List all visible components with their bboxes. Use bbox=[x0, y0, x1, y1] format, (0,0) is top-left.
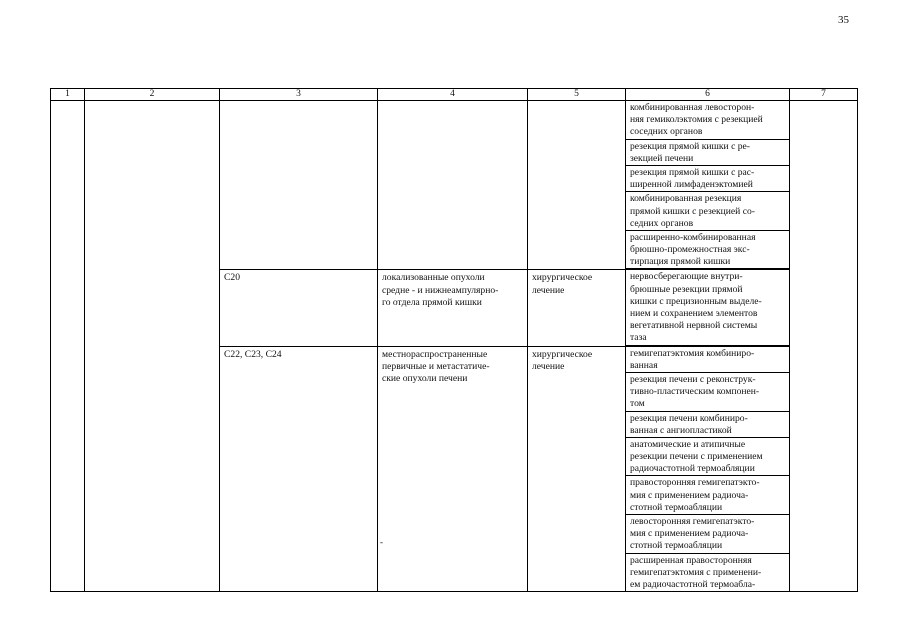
table-cell-empty bbox=[51, 346, 85, 592]
procedure-item bbox=[626, 231, 790, 270]
procedure-line: ширенной лимфаденэктомией bbox=[630, 179, 753, 191]
procedure-list-cell bbox=[626, 346, 790, 592]
diagnosis-code-cell bbox=[220, 101, 378, 270]
procedure-list-cell bbox=[626, 101, 790, 270]
procedure-item bbox=[626, 476, 790, 515]
description-line: го отдела прямой кишки bbox=[382, 296, 482, 308]
procedure-line: мия с применением радиоча- bbox=[630, 489, 749, 501]
procedure-line: седних органов bbox=[630, 217, 694, 229]
table-cell-empty bbox=[85, 346, 220, 592]
diagnosis-code bbox=[224, 103, 373, 115]
table-cell-empty bbox=[85, 101, 220, 270]
procedures-table bbox=[50, 88, 858, 592]
procedure-item bbox=[626, 140, 790, 166]
procedure-list-cell bbox=[626, 270, 790, 346]
table-cell-empty bbox=[85, 270, 220, 346]
procedure-item bbox=[626, 515, 790, 554]
procedure-line: правосторонняя гемигепатэкто- bbox=[630, 477, 760, 489]
table-cell-empty bbox=[51, 101, 85, 270]
table-cell-empty bbox=[790, 346, 858, 592]
procedure-line: гемигепатэктомия комбиниро- bbox=[630, 347, 755, 359]
column-header: 4 bbox=[378, 89, 528, 101]
table-cell-empty bbox=[51, 270, 85, 346]
column-header: 3 bbox=[220, 89, 378, 101]
procedure-line: анатомические и атипичные bbox=[630, 438, 746, 450]
procedure-line: комбинированная резекция bbox=[630, 193, 742, 205]
table-row bbox=[51, 346, 858, 592]
procedure-line: няя гемиколэктомия с резекцией bbox=[630, 114, 763, 126]
procedure-line: нием и сохранением элементов bbox=[630, 308, 758, 319]
treatment-cell bbox=[528, 346, 626, 592]
procedure-line: ванная bbox=[630, 359, 658, 371]
description-cell bbox=[378, 270, 528, 346]
procedure-item bbox=[626, 438, 790, 477]
description-line: локализованные опухоли bbox=[382, 272, 485, 284]
treatment-line: лечение bbox=[532, 360, 565, 372]
procedure-item bbox=[626, 166, 790, 192]
procedure-item bbox=[626, 270, 790, 345]
description-cell bbox=[378, 346, 528, 592]
procedure-line: брюшно-промежностная экс- bbox=[630, 244, 750, 256]
procedure-line: расширенная правосторонняя bbox=[630, 554, 752, 566]
description-line: местнораспространенные bbox=[382, 348, 488, 360]
procedure-item bbox=[626, 412, 790, 438]
procedure-item bbox=[626, 101, 790, 140]
procedure-item bbox=[626, 373, 790, 412]
procedure-line: стотной термоабляции bbox=[630, 501, 723, 513]
procedure-line: резекция печени комбиниро- bbox=[630, 412, 748, 424]
procedure-line: мия с применением радиоча- bbox=[630, 528, 749, 540]
procedure-line: резекция прямой кишки с ре- bbox=[630, 140, 750, 152]
column-header: 6 bbox=[626, 89, 790, 101]
procedure-line: резекции печени с применением bbox=[630, 451, 763, 463]
procedure-line: тивно-пластическим компонен- bbox=[630, 386, 760, 398]
procedure-item bbox=[626, 554, 790, 592]
treatment-line: хирургическое bbox=[532, 348, 593, 360]
procedure-line: гемигепатэктомия с применени- bbox=[630, 566, 762, 578]
description-cell bbox=[378, 101, 528, 270]
procedure-line: радиочастотной термоабляции bbox=[630, 463, 755, 475]
diagnosis-code-cell bbox=[220, 346, 378, 592]
diagnosis-code: C20 bbox=[224, 272, 240, 284]
description-line: ские опухоли печени bbox=[382, 372, 468, 384]
treatment-line: лечение bbox=[532, 284, 565, 296]
stray-mark: - bbox=[380, 537, 383, 547]
procedure-line: резекция прямой кишки с рас- bbox=[630, 166, 755, 178]
procedure-line: брюшные резекции прямой bbox=[630, 283, 743, 295]
procedure-line: расширенно-комбинированная bbox=[630, 231, 756, 243]
table-cell-empty bbox=[790, 101, 858, 270]
description-line: первичные и метастатиче- bbox=[382, 360, 490, 372]
treatment-line: хирургическое bbox=[532, 272, 593, 284]
procedure-line: прямой кишки с резекцией со- bbox=[630, 205, 755, 217]
diagnosis-code: C22, C23, C24 bbox=[224, 348, 282, 360]
table-row bbox=[51, 101, 858, 270]
procedure-line: кишки с прецизионным выделе- bbox=[630, 295, 762, 307]
table-row bbox=[51, 270, 858, 346]
procedure-item bbox=[626, 192, 790, 231]
description-line: средне - и нижнеампулярно- bbox=[382, 284, 499, 296]
table-cell-empty bbox=[790, 270, 858, 346]
column-header: 7 bbox=[790, 89, 858, 101]
table-header-row bbox=[51, 89, 858, 101]
treatment-cell bbox=[528, 101, 626, 270]
procedure-line: тирпация прямой кишки bbox=[630, 256, 731, 268]
treatment-cell bbox=[528, 270, 626, 346]
procedure-line: левосторонняя гемигепатэкто- bbox=[630, 516, 755, 527]
column-header: 5 bbox=[528, 89, 626, 101]
procedure-line: комбинированная левосторон- bbox=[630, 102, 755, 113]
procedure-item bbox=[626, 347, 790, 373]
procedure-line: вегетативной нервной системы bbox=[630, 320, 758, 332]
procedure-line: ем радиочастотной термоабла- bbox=[630, 578, 756, 590]
column-header: 2 bbox=[85, 89, 220, 101]
procedure-line: стотной термоабляции bbox=[630, 540, 723, 552]
procedure-line: соседних органов bbox=[630, 126, 703, 138]
procedure-line: таза bbox=[630, 332, 647, 344]
procedure-line: нервосберегающие внутри- bbox=[630, 271, 743, 283]
procedure-line: зекцией печени bbox=[630, 152, 694, 164]
procedure-line: ванная с ангиопластикой bbox=[630, 424, 732, 436]
diagnosis-code-cell bbox=[220, 270, 378, 346]
page-number: 35 bbox=[838, 14, 849, 26]
procedure-line: том bbox=[630, 398, 645, 410]
column-header: 1 bbox=[51, 89, 85, 101]
procedure-line: резекция печени с реконструк- bbox=[630, 373, 756, 385]
